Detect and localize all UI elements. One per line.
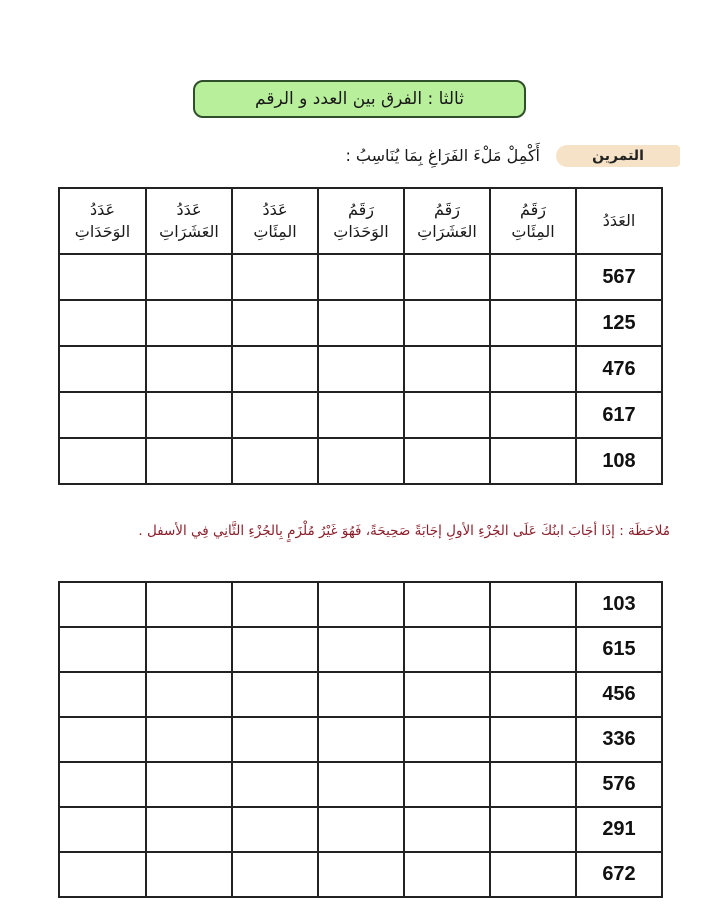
answer-cell[interactable]: [318, 852, 404, 897]
answer-cell[interactable]: [146, 672, 232, 717]
answer-cell[interactable]: [490, 438, 576, 484]
table-row: [59, 852, 662, 897]
number-cell: 576: [576, 762, 662, 807]
answer-cell[interactable]: [232, 717, 318, 762]
answer-cell[interactable]: [59, 852, 146, 897]
answer-cell[interactable]: [490, 582, 576, 627]
header-tens-count: عَدَدُ العَشَرَاتِ: [146, 188, 232, 254]
answer-cell[interactable]: [146, 392, 232, 438]
answer-cell[interactable]: [232, 762, 318, 807]
answer-cell[interactable]: [59, 672, 146, 717]
answer-cell[interactable]: [146, 346, 232, 392]
instruction-text: أَكْمِلْ مَلْءَ الفَرَاغِ بِمَا يُنَاسِبُ :: [345, 146, 540, 165]
answer-cell[interactable]: [318, 762, 404, 807]
answer-cell[interactable]: [404, 807, 490, 852]
note-text: مُلاحَظَة : إذَا أجَابَ ابنُكَ عَلَى الجُزْءِ الأولِ إجَابَةً صَحِيحَةً، فَهُوَ غَيْرُ مُلْزَمٍ بِالجُزْءِ الثَّانِي فِي الأسفل .: [138, 523, 670, 539]
answer-cell[interactable]: [59, 392, 146, 438]
number-cell: 125: [576, 300, 662, 346]
table-row: [59, 672, 662, 717]
answer-cell[interactable]: [404, 300, 490, 346]
answer-cell[interactable]: [404, 852, 490, 897]
table-row: [59, 438, 662, 484]
answer-cell[interactable]: [232, 300, 318, 346]
answer-cell[interactable]: [490, 254, 576, 300]
answer-cell[interactable]: [146, 582, 232, 627]
number-cell: 456: [576, 672, 662, 717]
answer-cell[interactable]: [318, 392, 404, 438]
number-cell: 476: [576, 346, 662, 392]
header-hundreds-count: عَدَدُ المِئَاتِ: [232, 188, 318, 254]
answer-cell[interactable]: [232, 852, 318, 897]
answer-cell[interactable]: [232, 254, 318, 300]
number-cell: 108: [576, 438, 662, 484]
answer-cell[interactable]: [232, 392, 318, 438]
exercise-tag: التمرين: [556, 145, 680, 167]
answer-cell[interactable]: [59, 717, 146, 762]
answer-cell[interactable]: [490, 717, 576, 762]
table-row: [59, 582, 662, 627]
place-value-table-2: [58, 581, 663, 898]
number-cell: 617: [576, 392, 662, 438]
header-units-digit: رَقَمُ الوَحَدَاتِ: [318, 188, 404, 254]
answer-cell[interactable]: [232, 672, 318, 717]
answer-cell[interactable]: [404, 582, 490, 627]
answer-cell[interactable]: [490, 346, 576, 392]
answer-cell[interactable]: [490, 392, 576, 438]
header-tens-digit: رَقَمُ العَشَرَاتِ: [404, 188, 490, 254]
answer-cell[interactable]: [59, 807, 146, 852]
answer-cell[interactable]: [232, 807, 318, 852]
table-row: [59, 392, 662, 438]
answer-cell[interactable]: [59, 762, 146, 807]
answer-cell[interactable]: [318, 346, 404, 392]
answer-cell[interactable]: [146, 852, 232, 897]
answer-cell[interactable]: [490, 807, 576, 852]
table-row: [59, 717, 662, 762]
answer-cell[interactable]: [404, 346, 490, 392]
answer-cell[interactable]: [146, 762, 232, 807]
header-hundreds-digit: رَقَمُ المِئَاتِ: [490, 188, 576, 254]
table-row: [59, 346, 662, 392]
number-cell: 672: [576, 852, 662, 897]
answer-cell[interactable]: [232, 346, 318, 392]
section-title: ثالثا : الفرق بين العدد و الرقم: [193, 80, 526, 118]
answer-cell[interactable]: [318, 582, 404, 627]
answer-cell[interactable]: [490, 300, 576, 346]
answer-cell[interactable]: [59, 300, 146, 346]
answer-cell[interactable]: [232, 438, 318, 484]
answer-cell[interactable]: [490, 627, 576, 672]
answer-cell[interactable]: [318, 807, 404, 852]
answer-cell[interactable]: [232, 582, 318, 627]
answer-cell[interactable]: [146, 627, 232, 672]
answer-cell[interactable]: [59, 627, 146, 672]
number-cell: 615: [576, 627, 662, 672]
answer-cell[interactable]: [404, 762, 490, 807]
table-row: [59, 807, 662, 852]
answer-cell[interactable]: [59, 346, 146, 392]
answer-cell[interactable]: [404, 254, 490, 300]
answer-cell[interactable]: [404, 392, 490, 438]
table-row: [59, 627, 662, 672]
answer-cell[interactable]: [146, 807, 232, 852]
answer-cell[interactable]: [318, 627, 404, 672]
answer-cell[interactable]: [318, 672, 404, 717]
table-row: [59, 300, 662, 346]
answer-cell[interactable]: [146, 300, 232, 346]
answer-cell[interactable]: [490, 672, 576, 717]
table-row: [59, 762, 662, 807]
answer-cell[interactable]: [404, 438, 490, 484]
answer-cell[interactable]: [146, 254, 232, 300]
answer-cell[interactable]: [404, 717, 490, 762]
number-cell: 291: [576, 807, 662, 852]
header-units-count: عَدَدُ الوَحَدَاتِ: [59, 188, 146, 254]
answer-cell[interactable]: [59, 254, 146, 300]
answer-cell[interactable]: [404, 672, 490, 717]
answer-cell[interactable]: [146, 717, 232, 762]
answer-cell[interactable]: [59, 582, 146, 627]
answer-cell[interactable]: [146, 438, 232, 484]
answer-cell[interactable]: [232, 627, 318, 672]
header-number: العَدَدُ: [576, 188, 662, 254]
answer-cell[interactable]: [404, 627, 490, 672]
answer-cell[interactable]: [318, 717, 404, 762]
answer-cell[interactable]: [318, 254, 404, 300]
number-cell: 103: [576, 582, 662, 627]
answer-cell[interactable]: [59, 438, 146, 484]
answer-cell[interactable]: [318, 438, 404, 484]
table-row: [59, 254, 662, 300]
place-value-table-1: [58, 187, 663, 485]
answer-cell[interactable]: [318, 300, 404, 346]
answer-cell[interactable]: [490, 762, 576, 807]
answer-cell[interactable]: [490, 852, 576, 897]
number-cell: 567: [576, 254, 662, 300]
number-cell: 336: [576, 717, 662, 762]
